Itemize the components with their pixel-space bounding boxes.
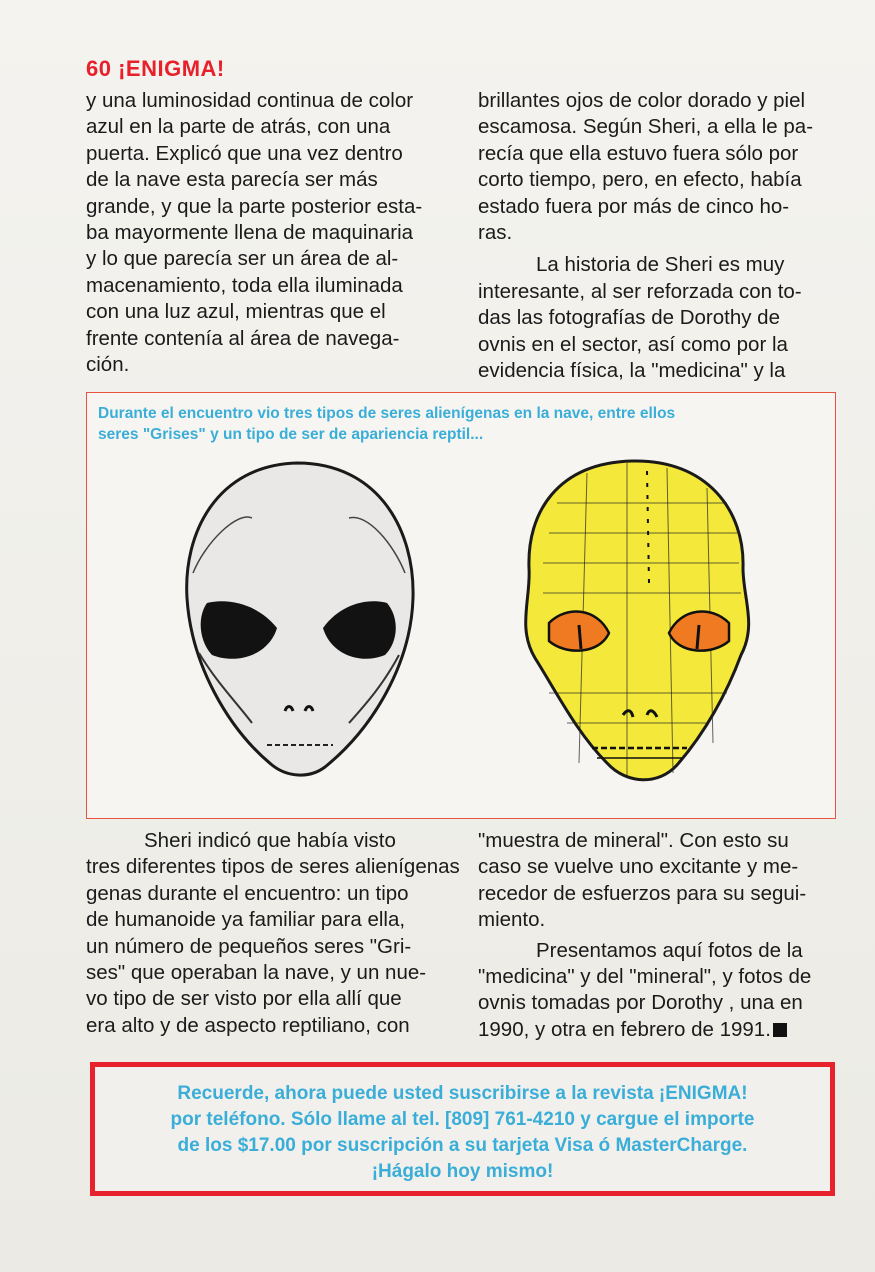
- text-line: ras.: [478, 221, 513, 245]
- promo-line: por teléfono. Sólo llame al tel. [809] 761-4210 y cargue el importe: [170, 1109, 755, 1130]
- article-column-top-right: [478, 88, 840, 384]
- promo-line: Recuerde, ahora puede usted suscribirse a la revista ¡ENIGMA!: [177, 1083, 748, 1104]
- text-line: La historia de Sheri es muy: [536, 253, 785, 277]
- text-line: estado fuera por más de cinco ho-: [478, 194, 790, 218]
- text-line-content: 1990, y otra en febrero de 1991.: [478, 1017, 771, 1041]
- text-line: miento.: [478, 908, 546, 932]
- alien-illustrations: [87, 393, 834, 817]
- text-line: recedor de esfuerzos para su segui-: [478, 881, 807, 905]
- text-line: azul en la parte de atrás, con una: [86, 115, 391, 139]
- text-line: ba mayormente llena de maquinaria: [86, 221, 414, 245]
- article-column-bottom-right: [478, 828, 840, 1043]
- text-line: Presentamos aquí fotos de la: [536, 938, 803, 962]
- text-line: evidencia física, la "medicina" y la: [478, 359, 786, 383]
- text-line: y lo que parecía ser un área de al-: [86, 247, 399, 271]
- illustration-box: [86, 392, 836, 819]
- caption-line: Durante el encuentro vio tres tipos de seres alienígenas en la nave, entre ellos: [98, 405, 676, 422]
- promo-text: [95, 1081, 830, 1185]
- text-line: ses" que operaban la nave, y un nue-: [86, 961, 427, 985]
- text-line: de humanoide ya familiar para ella,: [86, 908, 406, 932]
- text-line: puerta. Explicó que una vez dentro: [86, 141, 403, 165]
- page-header: 60 ¡ENIGMA!: [86, 56, 225, 81]
- subscription-promo-box: [90, 1062, 835, 1196]
- article-column-bottom-left: [86, 828, 460, 1039]
- text-line: vo tipo de ser visto por ella allí que: [86, 987, 402, 1011]
- text-line: brillantes ojos de color dorado y piel: [478, 89, 806, 112]
- text-line: Sheri indicó que había visto: [144, 829, 396, 852]
- text-line: frente contenía al área de navega-: [86, 326, 400, 350]
- promo-line: ¡Hágalo hoy mismo!: [371, 1161, 554, 1182]
- article-column-top-left: [86, 88, 448, 378]
- text-line: macenamiento, toda ella iluminada: [86, 273, 403, 297]
- text-line: caso se vuelve uno excitante y me-: [478, 855, 799, 879]
- text-line: tres diferentes tipos de seres alienígenas: [86, 855, 460, 879]
- text-line: interesante, al ser reforzada con to-: [478, 279, 802, 303]
- text-line: das las fotografías de Dorothy de: [478, 306, 780, 330]
- end-of-article-square-icon: [773, 1023, 787, 1037]
- text-line: [478, 1017, 840, 1043]
- text-line: corto tiempo, pero, en efecto, había: [478, 168, 802, 192]
- text-line: un número de pequeños seres "Gri-: [86, 934, 412, 958]
- grey-alien-illustration: [187, 463, 413, 775]
- text-line: ovnis en el sector, así como por la: [478, 332, 788, 356]
- text-line: grande, y que la parte posterior esta-: [86, 194, 423, 218]
- illustration-caption: [98, 403, 823, 445]
- text-line: con una luz azul, mientras que el: [86, 300, 386, 324]
- text-line: "muestra de mineral". Con esto su: [478, 829, 789, 852]
- promo-line: de los $17.00 por suscripción a su tarjeta Visa ó MasterCharge.: [177, 1135, 748, 1156]
- text-line: ción.: [86, 353, 130, 377]
- text-line: y una luminosidad continua de color: [86, 89, 414, 112]
- reptilian-alien-illustration: [526, 461, 749, 780]
- text-line: escamosa. Según Sheri, a ella le pa-: [478, 115, 814, 139]
- text-line: genas durante el encuentro: un tipo: [86, 881, 409, 905]
- text-line: recía que ella estuvo fuera sólo por: [478, 141, 799, 165]
- text-line: ovnis tomadas por Dorothy , una en: [478, 991, 803, 1015]
- text-line: de la nave esta parecía ser más: [86, 168, 378, 192]
- text-line: era alto y de aspecto reptiliano, con: [86, 1013, 410, 1037]
- caption-line: seres "Grises" y un tipo de ser de apariencia reptil...: [98, 426, 484, 443]
- text-line: "medicina" y del "mineral", y fotos de: [478, 965, 812, 989]
